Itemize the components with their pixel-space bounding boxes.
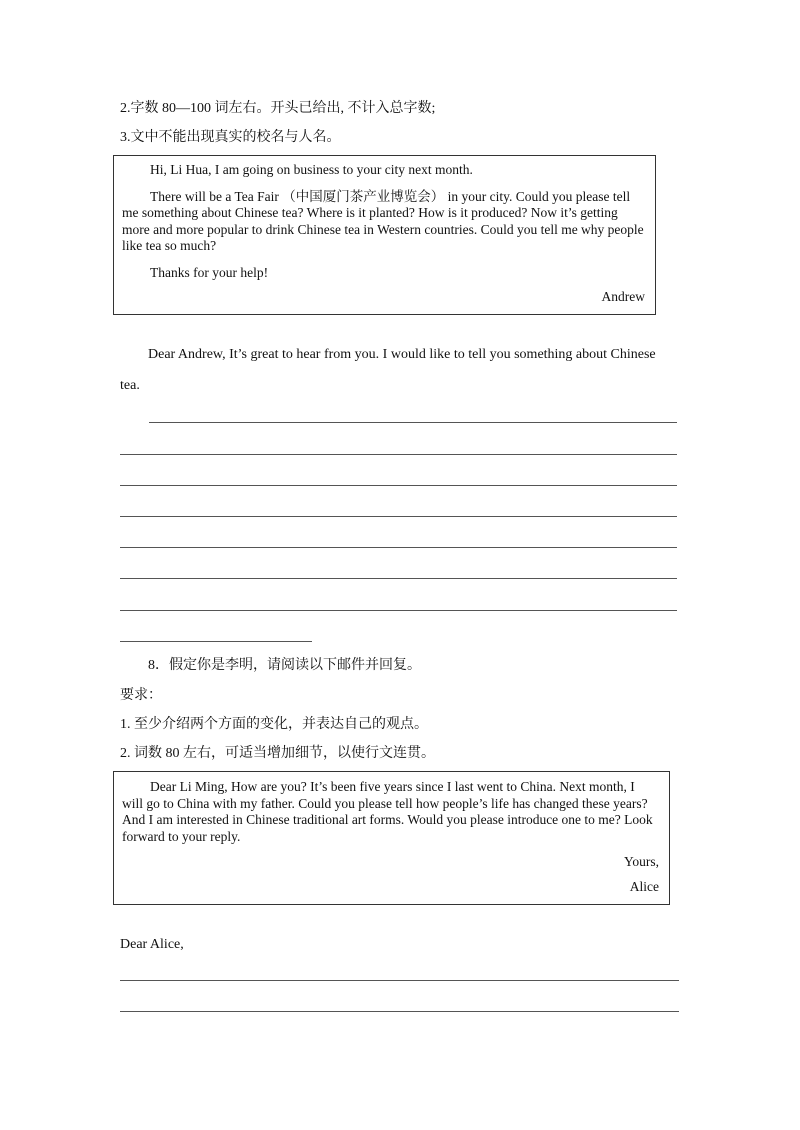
andrew-letter-signature: Andrew bbox=[601, 289, 645, 304]
writing-line[interactable] bbox=[120, 610, 677, 611]
requirements-label: 要求： bbox=[120, 688, 162, 703]
writing-line[interactable] bbox=[120, 980, 679, 981]
question-8-heading: 8．假定你是李明，请阅读以下邮件并回复。 bbox=[148, 658, 421, 673]
writing-line[interactable] bbox=[120, 547, 677, 548]
alice-letter-box bbox=[113, 771, 670, 905]
requirement-word-count: 2.字数 80—100 词左右。开头已给出, 不计入总字数; bbox=[120, 101, 436, 116]
writing-line[interactable] bbox=[120, 454, 677, 455]
writing-line[interactable] bbox=[120, 516, 677, 517]
answer-opening-line: Dear Andrew, It’s great to hear from you. I would like to tell you something about Chinese bbox=[148, 347, 656, 362]
writing-line[interactable] bbox=[120, 578, 677, 579]
andrew-letter-box bbox=[113, 155, 656, 315]
requirement-no-real-names: 3.文中不能出现真实的校名与人名。 bbox=[120, 130, 341, 145]
andrew-letter-greeting: Hi, Li Hua, I am going on business to your city next month. bbox=[150, 162, 473, 177]
writing-line-short[interactable] bbox=[120, 641, 312, 642]
alice-letter-body: Dear Li Ming, How are you? It’s been five years since I last went to China. Next month, I will go to China with my father. Could you please tell how people’s life has changed these years? And I am interested in Chinese traditional art forms. Would you please introduce one to me? Look forward to your reply. bbox=[122, 779, 653, 844]
writing-line[interactable] bbox=[120, 485, 677, 486]
alice-letter-closing: Yours, bbox=[623, 854, 659, 869]
answer-salutation: Dear Alice, bbox=[120, 937, 184, 952]
writing-line[interactable] bbox=[120, 1011, 679, 1012]
andrew-letter-body: There will be a Tea Fair （中国厦门茶产业博览会） in your city. Could you please tell me something about Chinese tea? Where is it planted? How is it produced? Now it’s getting more and more popular to drink Chinese tea in Western countries. Could you tell me why people like tea so much? bbox=[122, 188, 644, 253]
alice-letter-signature: Alice bbox=[629, 878, 659, 894]
andrew-letter-thanks: Thanks for your help! bbox=[150, 264, 269, 280]
writing-line[interactable] bbox=[149, 422, 677, 423]
requirement-word-count-80: 2. 词数 80 左右，可适当增加细节，以使行文连贯。 bbox=[120, 746, 435, 761]
answer-opening-continuation: tea. bbox=[120, 378, 140, 393]
requirement-two-changes: 1. 至少介绍两个方面的变化，并表达自己的观点。 bbox=[120, 717, 428, 732]
